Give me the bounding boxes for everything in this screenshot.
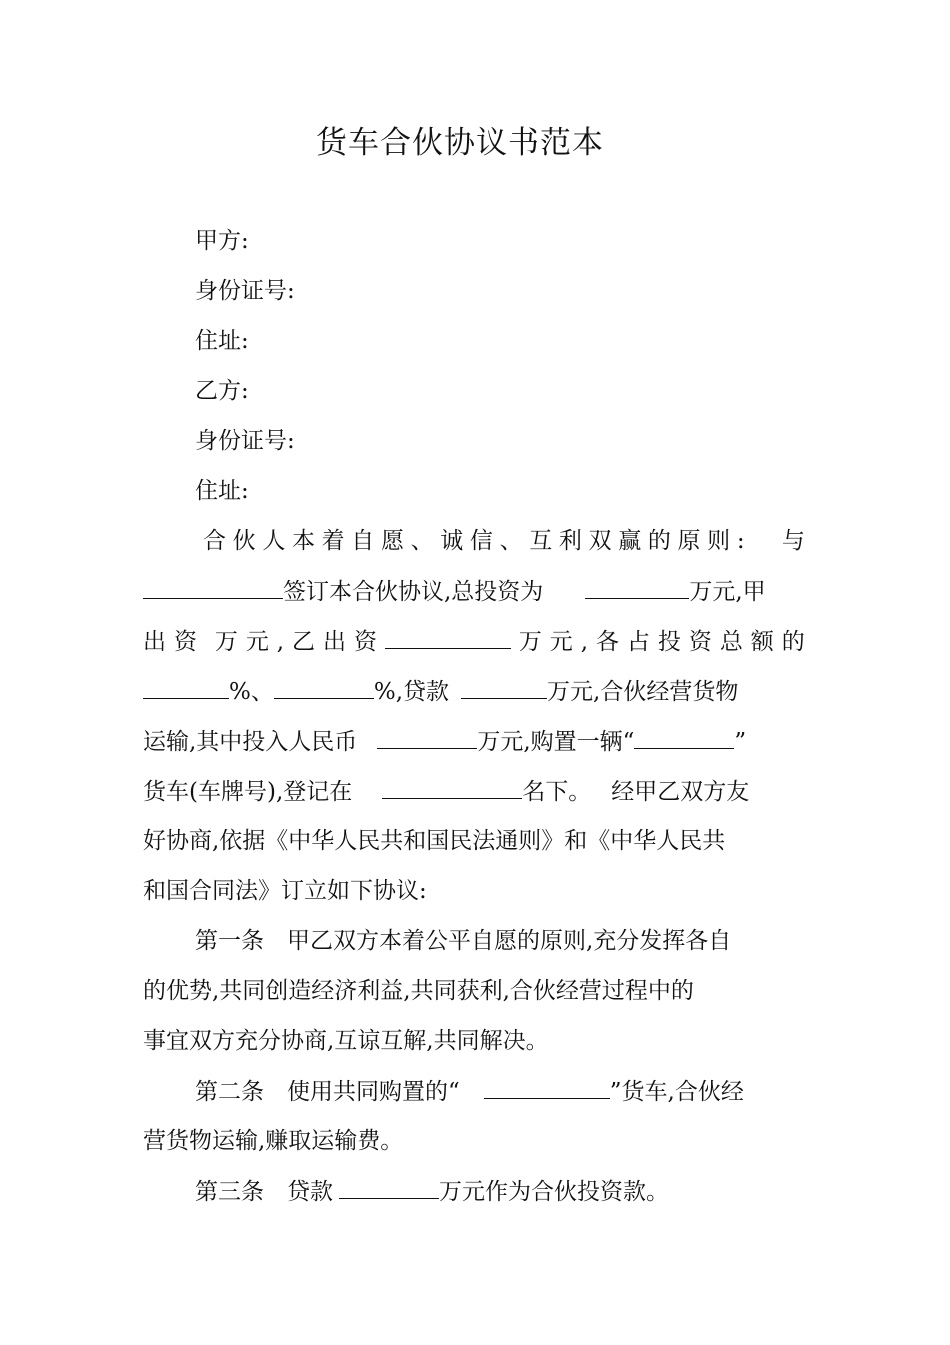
char: 总 <box>719 629 743 655</box>
char: 万 <box>518 629 542 655</box>
char: 人 <box>262 528 286 554</box>
text-segment: %、 <box>229 679 274 705</box>
preamble-line-6 <box>143 776 749 807</box>
blank-party-a-percent <box>143 676 229 699</box>
text-segment: 名下。 <box>522 779 592 805</box>
char: 的 <box>647 528 671 554</box>
blank-loan-amount <box>461 676 547 699</box>
char: , <box>580 629 589 655</box>
text-segment: 万元作为合伙投资款。 <box>439 1179 669 1205</box>
char: 资 <box>688 629 712 655</box>
article-3-line-1 <box>195 1176 669 1207</box>
preamble-line-1 <box>203 526 805 556</box>
party-b-id-label: 身份证号: <box>195 428 295 454</box>
text-segment: 第二条 使用共同购置的“ <box>195 1079 460 1105</box>
text-segment: 签订本合伙协议,总投资为 <box>283 579 544 605</box>
preamble-line-4 <box>143 676 738 707</box>
preamble-line-8: 和国合同法》订立如下协议: <box>143 878 427 904</box>
char: 利 <box>558 528 582 554</box>
text-segment: 货车(车牌号),登记在 <box>143 779 353 805</box>
char: 愿 <box>380 528 404 554</box>
blank-registered-owner <box>382 776 522 799</box>
party-a-id-label: 身份证号: <box>195 278 295 304</box>
char: 各 <box>596 629 620 655</box>
char: 的 <box>781 629 805 655</box>
char: 信 <box>469 528 493 554</box>
text-segment: 万元,甲 <box>689 579 766 605</box>
char: 占 <box>626 629 650 655</box>
blank-partner-name <box>143 576 283 599</box>
char: 乙 <box>292 629 316 655</box>
char: 原 <box>677 528 701 554</box>
char: 着 <box>321 528 345 554</box>
blank-loan-investment <box>339 1176 439 1199</box>
blank-party-b-amount <box>385 626 511 649</box>
char: 合 <box>203 528 226 554</box>
char: 伙 <box>232 528 256 554</box>
text-segment: ” <box>734 729 747 755</box>
blank-truck-model <box>634 726 734 749</box>
preamble-line-2 <box>143 576 766 607</box>
article-1-line-3: 事宜双方充分协商,互谅互解,共同解决。 <box>143 1028 549 1054</box>
article-1-line-1: 第一条 甲乙双方本着公平自愿的原则,充分发挥各自 <box>195 928 732 954</box>
char: 元 <box>245 629 269 655</box>
char: 与 <box>781 528 805 554</box>
text-segment: 第三条 贷款 <box>195 1179 333 1205</box>
text-segment: 万元,购置一辆“ <box>477 729 635 755</box>
text-segment: 运输,其中投入人民币 <box>143 729 358 755</box>
party-b-address-label: 住址: <box>195 478 249 504</box>
char: 元 <box>549 629 573 655</box>
text-segment: 万元,合伙经营货物 <box>547 679 739 705</box>
text-segment: %,贷款 <box>373 679 450 705</box>
char: 资 <box>173 629 197 655</box>
char: 万 <box>214 629 238 655</box>
article-2-line-2: 营货物运输,赚取运输费。 <box>143 1128 404 1154</box>
char: 资 <box>353 629 377 655</box>
blank-party-b-percent <box>274 676 374 699</box>
article-2-line-1 <box>195 1076 744 1107</box>
party-a-address-label: 住址: <box>195 328 249 354</box>
char: 自 <box>351 528 375 554</box>
char: 双 <box>588 528 612 554</box>
blank-rmb-amount <box>377 726 477 749</box>
char: 诚 <box>440 528 464 554</box>
char: 互 <box>529 528 553 554</box>
article-1-line-2: 的优势,共同创造经济利益,共同获利,合伙经营过程中的 <box>143 978 694 1004</box>
char: 出 <box>322 629 346 655</box>
text-segment: ”货车,合伙经 <box>609 1079 744 1105</box>
document-title: 货车合伙协议书范本 <box>316 125 604 161</box>
char: 则 <box>707 528 731 554</box>
char: 赢 <box>618 528 642 554</box>
text-segment: 经甲乙双方友 <box>611 779 750 805</box>
char: , <box>276 629 285 655</box>
preamble-line-7: 好协商,依据《中华人民共和国民法通则》和《中华人民共 <box>143 828 726 854</box>
blank-shared-truck <box>484 1076 610 1099</box>
char: : <box>736 528 745 554</box>
preamble-line-3 <box>143 626 805 657</box>
party-a-label: 甲方: <box>195 228 249 254</box>
char: 本 <box>291 528 315 554</box>
char: 出 <box>143 629 166 655</box>
blank-total-investment <box>585 576 689 599</box>
preamble-line-5 <box>143 726 746 757</box>
char: 投 <box>657 629 681 655</box>
char: 、 <box>410 528 434 554</box>
party-b-label: 乙方: <box>195 378 249 404</box>
char: 额 <box>750 629 774 655</box>
char: 、 <box>499 528 523 554</box>
